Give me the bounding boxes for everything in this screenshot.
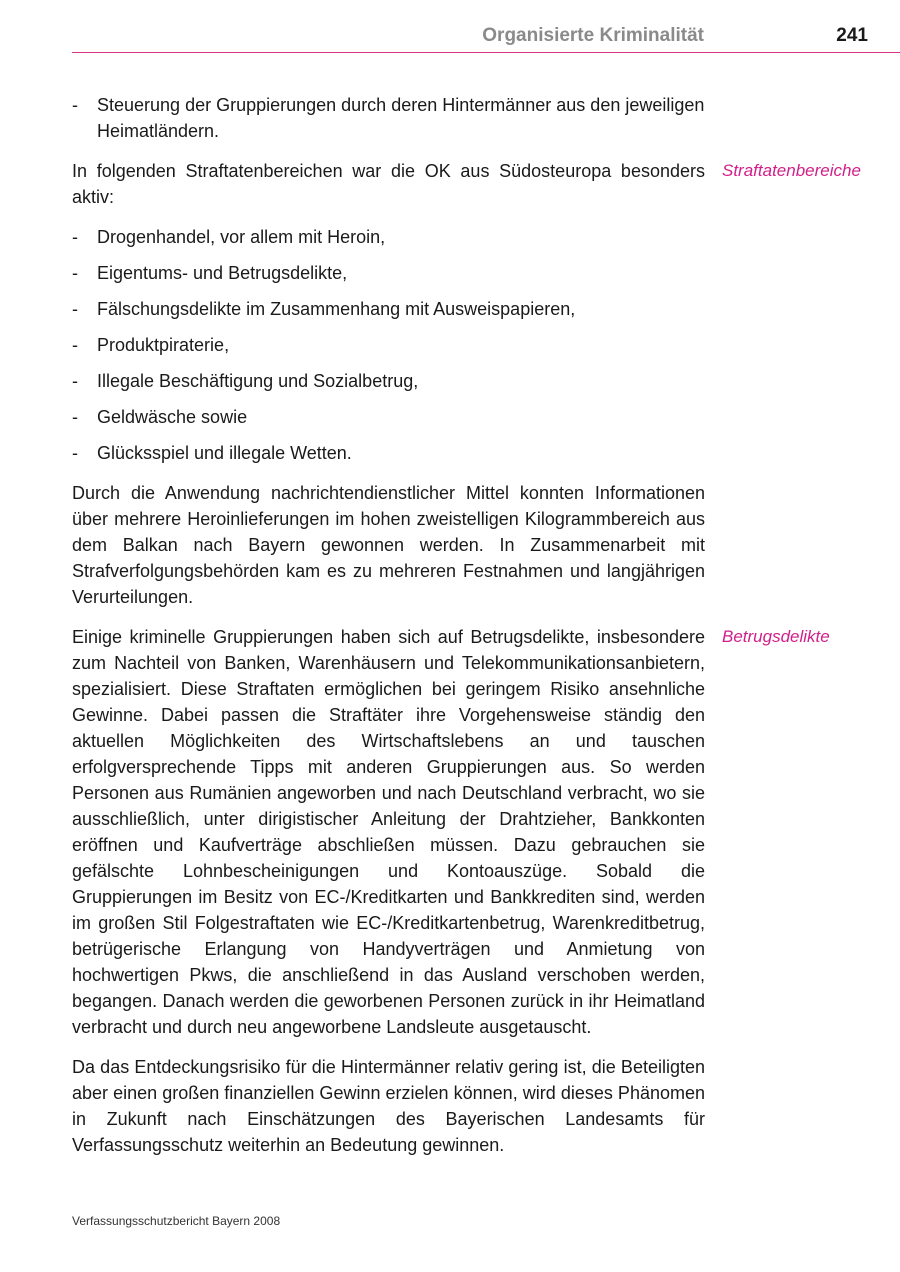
list-dash: -: [72, 95, 78, 115]
margin-note-straftatenbereiche: Straftatenbereiche: [722, 161, 861, 180]
paragraph-outlook: Da das Entdeckungsrisiko für die Hintermänner relativ gering ist, die Beteiligten aber einen großen finanziellen Gewinn erzielen können, wird dieses Phänomen in Zukunft nach Einschätzungen des Bayerischen Landesamts für Verfassungsschutz weiterhin an Bedeutung gewinnen.: [72, 1057, 705, 1155]
page-header: [72, 24, 900, 53]
list-item: [72, 440, 705, 466]
list-item: [72, 224, 705, 250]
list-item-text: Produktpiraterie,: [97, 335, 230, 355]
list-item: [72, 92, 705, 144]
running-title: Organisierte Kriminalität: [482, 25, 704, 46]
paragraph-crime-areas: In folgenden Straftatenbereichen war die OK aus Südosteuropa besonders aktiv:: [72, 161, 705, 207]
list-item-text: Geldwäsche sowie: [97, 407, 248, 427]
main-text: [72, 92, 705, 1172]
list-dash: -: [72, 407, 78, 427]
list-dash: -: [72, 299, 78, 319]
list-item-text: Illegale Beschäftigung und Sozialbetrug,: [97, 371, 419, 391]
page-number: 241: [836, 25, 868, 46]
list-dash: -: [72, 263, 78, 283]
list-item: [72, 404, 705, 430]
list-item-text: Eigentums- und Betrugsdelikte,: [97, 263, 348, 283]
list-dash: -: [72, 371, 78, 391]
margin-note-betrugsdelikte: Betrugsdelikte: [722, 627, 830, 646]
paragraph-fraud: Einige kriminelle Gruppierungen haben sich auf Betrugsdelikte, insbesondere zum Nachteil von Banken, Warenhäusern und Telekommunikationsanbietern, spezialisiert. Diese Straftaten ermöglichen bei geringem Risiko ansehnliche Gewinne. Dabei passen die Straftäter ihre Vorgehensweise ständig den aktuellen Möglichkeiten des Wirtschaftslebens an und tauschen erfolgversprechende Tipps mit anderen Gruppierungen aus. So werden Personen aus Rumänien angeworben und nach Deutschland verbracht, wo sie ausschließlich, unter dirigistischer Anleitung der Drahtzieher, Bankkonten eröffnen und Kaufverträge abschließen müssen. Dazu gebrauchen sie gefälschte Lohnbescheinigungen und Kontoauszüge. Sobald die Gruppierungen im Besitz von EC-/Kreditkarten und Bankkrediten sind, werden im großen Stil Folgestraftaten wie EC-/Kreditkartenbetrug, Warenkreditbetrug, betrügerische Erlangung von Handyverträgen und Anmietung von hochwertigen Pkws, die anschließend in das Ausland verschoben werden, begangen. Danach werden die geworbenen Personen zurück in ihr Heimatland verbracht und durch neu angeworbene Landsleute ausgetauscht.: [72, 627, 705, 1037]
list-dash: -: [72, 335, 78, 355]
list-item-text: Steuerung der Gruppierungen durch deren Hintermänner aus den jeweiligen Heimatländern.: [97, 95, 705, 141]
list-item-text: Fälschungsdelikte im Zusammenhang mit Ausweispapieren,: [97, 299, 576, 319]
list-dash: -: [72, 443, 78, 463]
list-item: [72, 332, 705, 358]
list-item: [72, 296, 705, 322]
list-item: [72, 260, 705, 286]
page-footer: Verfassungsschutzbericht Bayern 2008: [72, 1214, 281, 1228]
list-dash: -: [72, 227, 78, 247]
list-item-text: Glücksspiel und illegale Wetten.: [97, 443, 352, 463]
paragraph-intelligence: Durch die Anwendung nachrichtendienstlicher Mittel konnten Informationen über mehrere Heroinlieferungen im hohen zweistelligen Kilogrammbereich aus dem Balkan nach Bayern gewonnen werden. In Zusammenarbeit mit Strafverfolgungsbehörden kam es zu mehreren Festnahmen und langjährigen Verurteilungen.: [72, 483, 705, 607]
list-item: [72, 368, 705, 394]
list-item-text: Drogenhandel, vor allem mit Heroin,: [97, 227, 386, 247]
